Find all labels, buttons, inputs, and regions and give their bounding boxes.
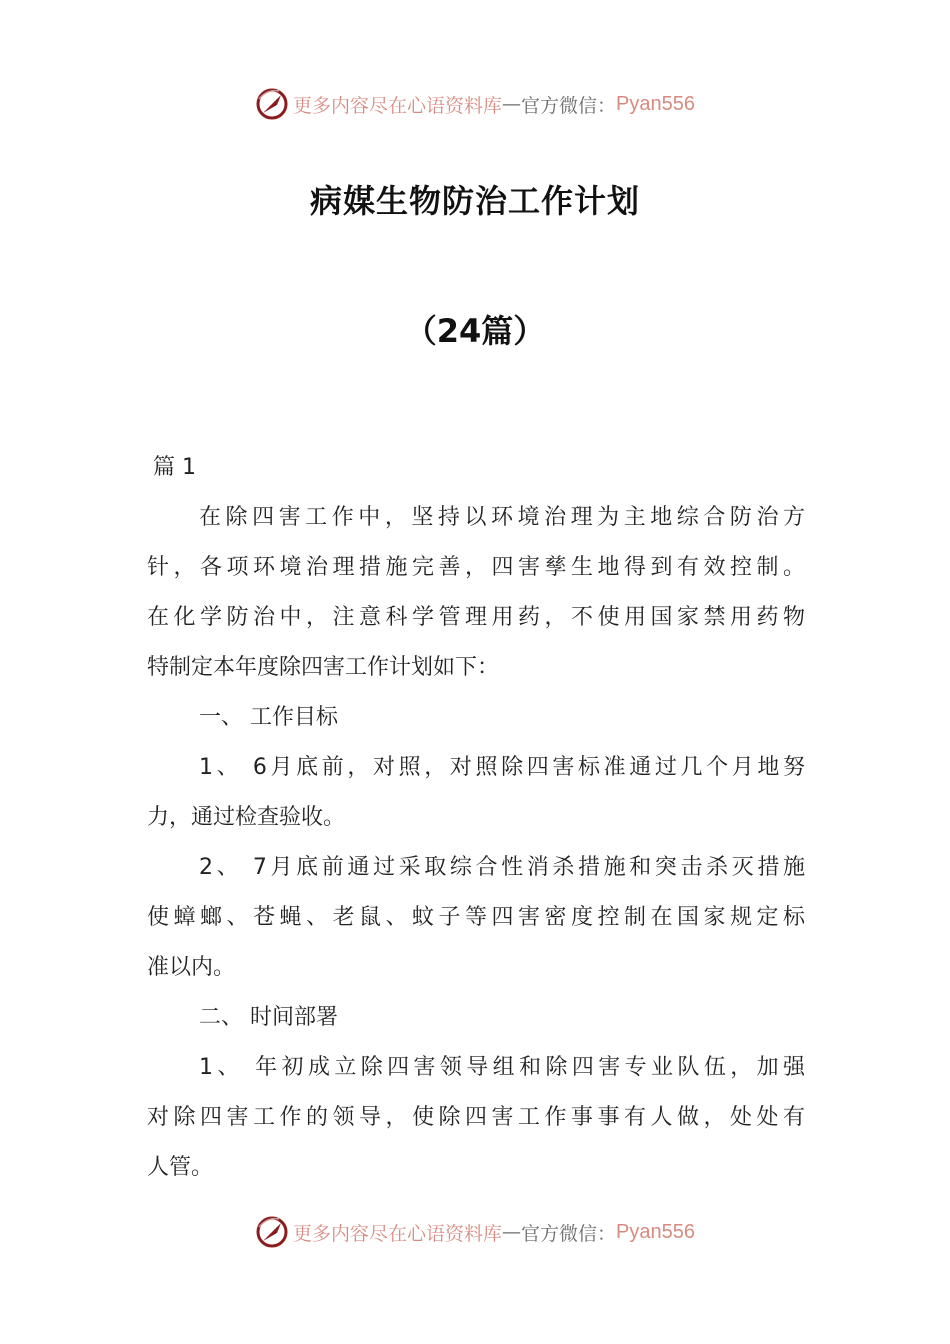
body-text-line: 力，通过检查验收。 <box>147 805 346 830</box>
body-text-line: 二、 时间部署 <box>199 1005 338 1030</box>
banner-wechat-id: Pyan556 <box>616 1220 695 1243</box>
body-text-line: 在化学防治中，注意科学管理用药，不使用国家禁用药物 <box>147 605 805 630</box>
body-text-line: 在除四害工作中，坚持以环境治理为主地综合防治方 <box>199 505 805 530</box>
banner-dash: — <box>502 93 522 115</box>
banner-site-text: 更多内容尽在心语资料库 <box>293 1222 503 1245</box>
body-text-line: 对除四害工作的领导，使除四害工作事事有人做，处处有 <box>147 1105 805 1130</box>
body-text-line: 准以内。 <box>147 955 236 980</box>
body-text-line: 2、 7月底前通过采取综合性消杀措施和突击杀灭措施 <box>199 855 805 880</box>
quill-logo-icon <box>255 87 289 121</box>
quill-logo-icon <box>255 1215 289 1249</box>
body-text-line: 特制定本年度除四害工作计划如下： <box>147 655 500 680</box>
document-subtitle: （24篇） <box>404 312 546 350</box>
header-watermark-banner <box>0 84 950 124</box>
footer-watermark-banner <box>0 1212 950 1252</box>
banner-wechat-label: 官方微信： <box>521 1222 617 1245</box>
document-body <box>147 443 805 1193</box>
body-text-line: 人管。 <box>147 1155 214 1180</box>
banner-dash: — <box>502 1221 522 1243</box>
section-heading: 篇 1 <box>153 455 196 480</box>
body-text-line: 1、 6月底前，对照，对照除四害标准通过几个月地努 <box>199 755 805 780</box>
body-text-line: 针，各项环境治理措施完善，四害孳生地得到有效控制。 <box>147 555 805 580</box>
body-text-line: 1、 年初成立除四害领导组和除四害专业队伍，加强 <box>199 1055 805 1080</box>
body-text-line: 使蟑螂、苍蝇、老鼠、蚊子等四害密度控制在国家规定标 <box>147 905 805 930</box>
body-text-line: 一、 工作目标 <box>199 705 338 730</box>
banner-wechat-label: 官方微信： <box>521 94 617 117</box>
banner-site-text: 更多内容尽在心语资料库 <box>293 94 503 117</box>
document-title: 病媒生物防治工作计划 <box>309 182 640 220</box>
banner-wechat-id: Pyan556 <box>616 92 695 115</box>
